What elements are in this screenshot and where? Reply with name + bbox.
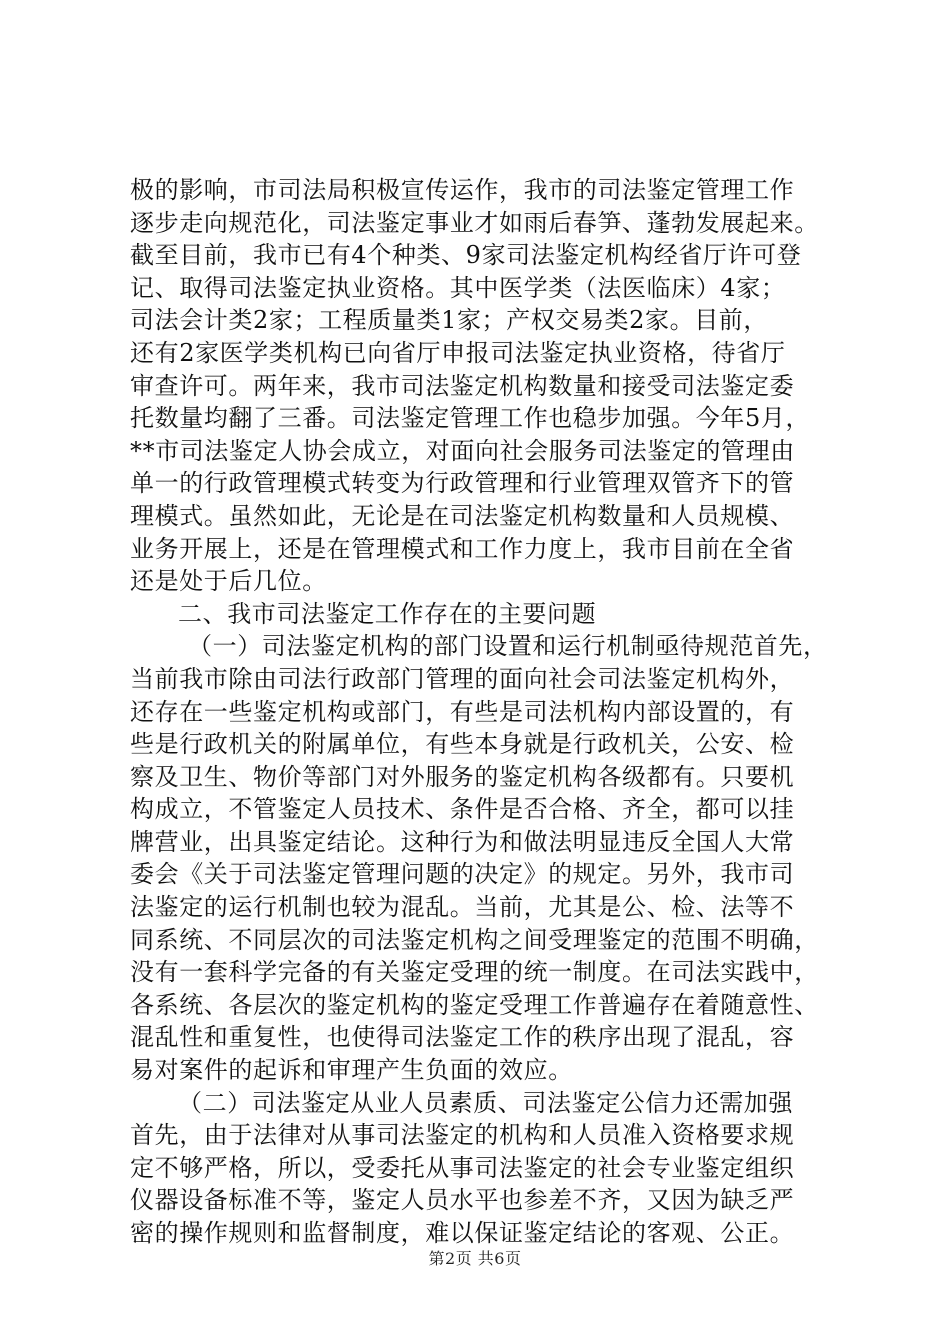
text-line: **市司法鉴定人协会成立，对面向社会服务司法鉴定的管理由	[130, 436, 795, 465]
text-line: 逐步走向规范化，司法鉴定事业才如雨后春笋、蓬勃发展起来。	[130, 208, 819, 237]
text-line: 构成立，不管鉴定人员技术、条件是否合格、齐全，都可以挂	[130, 795, 795, 824]
text-line: 些是行政机关的附属单位，有些本身就是行政机关，公安、检	[130, 730, 795, 759]
text-line: 没有一套科学完备的有关鉴定受理的统一制度。在司法实践中，	[130, 958, 819, 987]
text-line: 委会《关于司法鉴定管理问题的决定》的规定。另外，我市司	[130, 860, 795, 889]
text-line: 定不够严格，所以，受委托从事司法鉴定的社会专业鉴定组织	[130, 1153, 795, 1182]
text-line: 密的操作规则和监督制度，难以保证鉴定结论的客观、公正。	[130, 1219, 795, 1247]
text-line: 易对案件的起诉和审理产生负面的效应。	[130, 1056, 573, 1085]
document-body	[130, 174, 830, 1250]
text-line: 单一的行政管理模式转变为行政管理和行业管理双管齐下的管	[130, 469, 795, 498]
subsection-heading: （二）司法鉴定从业人员素质、司法鉴定公信力还需加强	[178, 1088, 793, 1117]
text-line: 审查许可。两年来，我市司法鉴定机构数量和接受司法鉴定委	[130, 371, 795, 400]
text-line: 法鉴定的运行机制也较为混乱。当前，尤其是公、检、法等不	[130, 893, 795, 922]
text-line: 理模式。虽然如此，无论是在司法鉴定机构数量和人员规模、	[130, 501, 795, 530]
text-line: 混乱性和重复性，也使得司法鉴定工作的秩序出现了混乱，容	[130, 1023, 795, 1052]
text-line: 仪器设备标准不等，鉴定人员水平也参差不齐，又因为缺乏严	[130, 1186, 795, 1215]
text-line: 首先，由于法律对从事司法鉴定的机构和人员准入资格要求规	[130, 1121, 795, 1150]
text-line: 同系统、不同层次的司法鉴定机构之间受理鉴定的范围不明确，	[130, 925, 819, 954]
section-heading: 二、我市司法鉴定工作存在的主要问题	[178, 599, 597, 628]
text-line: 记、取得司法鉴定执业资格。其中医学类（法医临床）4家；	[130, 273, 786, 302]
text-line: 极的影响，市司法局积极宣传运作，我市的司法鉴定管理工作	[130, 176, 795, 204]
text-line: 还存在一些鉴定机构或部门，有些是司法机构内部设置的，有	[130, 697, 795, 726]
text-line: 司法会计类2家；工程质量类1家；产权交易类2家。目前，	[130, 306, 769, 335]
subsection-heading: （一）司法鉴定机构的部门设置和运行机制亟待规范首先，	[188, 632, 828, 661]
text-line: 察及卫生、物价等部门对外服务的鉴定机构各级都有。只要机	[130, 762, 795, 791]
text-line: 牌营业，出具鉴定结论。这种行为和做法明显违反全国人大常	[130, 827, 795, 856]
text-line: 还有2家医学类机构已向省厅申报司法鉴定执业资格，待省厅	[130, 338, 786, 367]
text-line: 截至目前，我市已有4个种类、9家司法鉴定机构经省厅许可登	[130, 241, 802, 270]
text-line: 还是处于后几位。	[130, 567, 327, 596]
page-number-footer: 第2页 共6页	[428, 1249, 522, 1268]
text-line: 托数量均翻了三番。司法鉴定管理工作也稳步加强。今年5月，	[130, 404, 811, 433]
text-line: 业务开展上，还是在管理模式和工作力度上，我市目前在全省	[130, 534, 795, 563]
text-line: 当前我市除由司法行政部门管理的面向社会司法鉴定机构外，	[130, 664, 795, 693]
text-line: 各系统、各层次的鉴定机构的鉴定受理工作普遍存在着随意性、	[130, 990, 819, 1019]
